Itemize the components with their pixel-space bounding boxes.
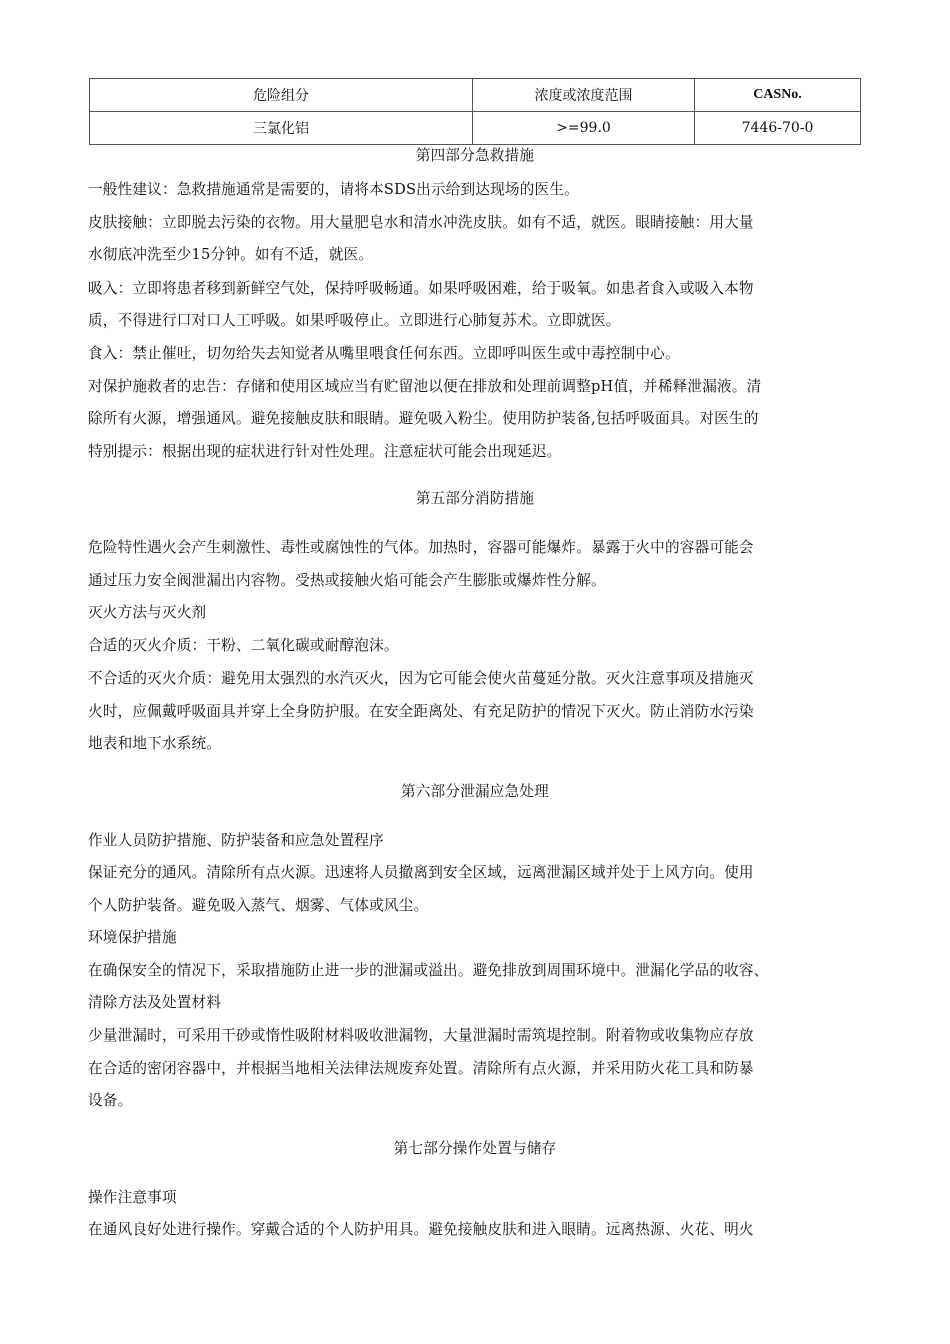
paragraph-line: 火时，应佩戴呼吸面具并穿上全身防护服。在安全距离处、有充足防护的情况下灭火。防止消防水污染 (88, 703, 754, 720)
paragraph-line: 操作注意事项 (88, 1189, 177, 1206)
section-heading: 第四部分急救措施 (415, 147, 535, 164)
paragraph-line: 在合适的密闭容器中，并根据当地相关法律法规废弃处置。清除所有点火源，并采用防火花工具和防暴 (88, 1060, 754, 1077)
section-heading: 第七部分操作处置与储存 (393, 1140, 557, 1157)
paragraph-line: 通过压力安全阀泄漏出内容物。受热或接触火焰可能会产生膨胀或爆炸性分解。 (88, 572, 606, 589)
paragraph-line: 除所有火源，增强通风。避免接触皮肤和眼睛。避免吸入粉尘。使用防护装备,包括呼吸面具。对医生的 (88, 410, 759, 427)
paragraph-line: 一般性建议：急救措施通常是需要的，请将本SDS出示给到达现场的医生。 (88, 181, 579, 198)
paragraph-line: 皮肤接触：立即脱去污染的衣物。用大量肥皂水和清水冲洗皮肤。如有不适，就医。眼睛接触：用大量 (88, 214, 754, 231)
paragraph-line: 危险特性遇火会产生刺激性、毒性或腐蚀性的气体。加热时，容器可能爆炸。暴露于火中的容器可能会 (88, 539, 754, 556)
table-cell: 三氯化铝 (90, 112, 473, 145)
paragraph-line: 个人防护装备。避免吸入蒸气、烟雾、气体或风尘。 (88, 897, 429, 914)
header-cell: CASNo. (695, 79, 861, 112)
paragraph-line: 少量泄漏时，可采用干砂或惰性吸附材料吸收泄漏物，大量泄漏时需筑堤控制。附着物或收集物应存放 (88, 1027, 754, 1044)
table-row (90, 112, 861, 145)
paragraph-line: 食入：禁止催吐，切勿给失去知觉者从嘴里喂食任何东西。立即呼叫医生或中毒控制中心。 (88, 345, 680, 362)
paragraph-line: 作业人员防护措施、防护装备和应急处置程序 (88, 832, 384, 849)
paragraph-line: 地表和地下水系统。 (88, 735, 222, 752)
paragraph-line: 保证充分的通风。清除所有点火源。迅速将人员撤离到安全区域，远离泄漏区域并处于上风方向。使用 (88, 864, 754, 881)
paragraph-line: 质，不得进行口对口人工呼吸。如果呼吸停止。立即进行心肺复苏术。立即就医。 (88, 312, 621, 329)
paragraph-line: 特别提示：根据出现的症状进行针对性处理。注意症状可能会出现延迟。 (88, 443, 562, 460)
paragraph-line: 设备。 (88, 1092, 133, 1109)
paragraph-line: 合适的灭火介质：干粉、二氧化碳或耐醇泡沫。 (88, 637, 399, 654)
header-cell: 浓度或浓度范围 (473, 79, 695, 112)
header-cell: 危险组分 (90, 79, 473, 112)
section-heading: 第五部分消防措施 (415, 490, 535, 507)
paragraph-line: 对保护施救者的忠告：存储和使用区域应当有贮留池以便在排放和处理前调整pH值，并稀释泄漏液。清 (88, 378, 762, 395)
paragraph-line: 在通风良好处进行操作。穿戴合适的个人防护用具。避免接触皮肤和进入眼睛。远离热源、火花、明火 (88, 1221, 754, 1238)
paragraph-line: 在确保安全的情况下，采取措施防止进一步的泄漏或溢出。避免排放到周围环境中。泄漏化学品的收容、 (88, 962, 769, 979)
composition-table (89, 78, 861, 145)
section-heading: 第六部分泄漏应急处理 (401, 783, 549, 800)
paragraph-line: 不合适的灭火介质：避免用太强烈的水汽灭火，因为它可能会使火苗蔓延分散。灭火注意事项及措施灭 (88, 670, 754, 687)
paragraph-line: 吸入：立即将患者移到新鲜空气处，保持呼吸畅通。如果呼吸困难，给于吸氧。如患者食入或吸入本物 (88, 280, 754, 297)
paragraph-line: 清除方法及处置材料 (88, 994, 222, 1011)
paragraph-line: 水彻底冲洗至少15分钟。如有不适，就医。 (88, 246, 374, 263)
paragraph-line: 灭火方法与灭火剂 (88, 604, 207, 621)
table-cell: >=99.0 (473, 112, 695, 145)
table-cell: 7446-70-0 (695, 112, 861, 145)
table-header-row (90, 79, 861, 112)
paragraph-line: 环境保护措施 (88, 929, 177, 946)
